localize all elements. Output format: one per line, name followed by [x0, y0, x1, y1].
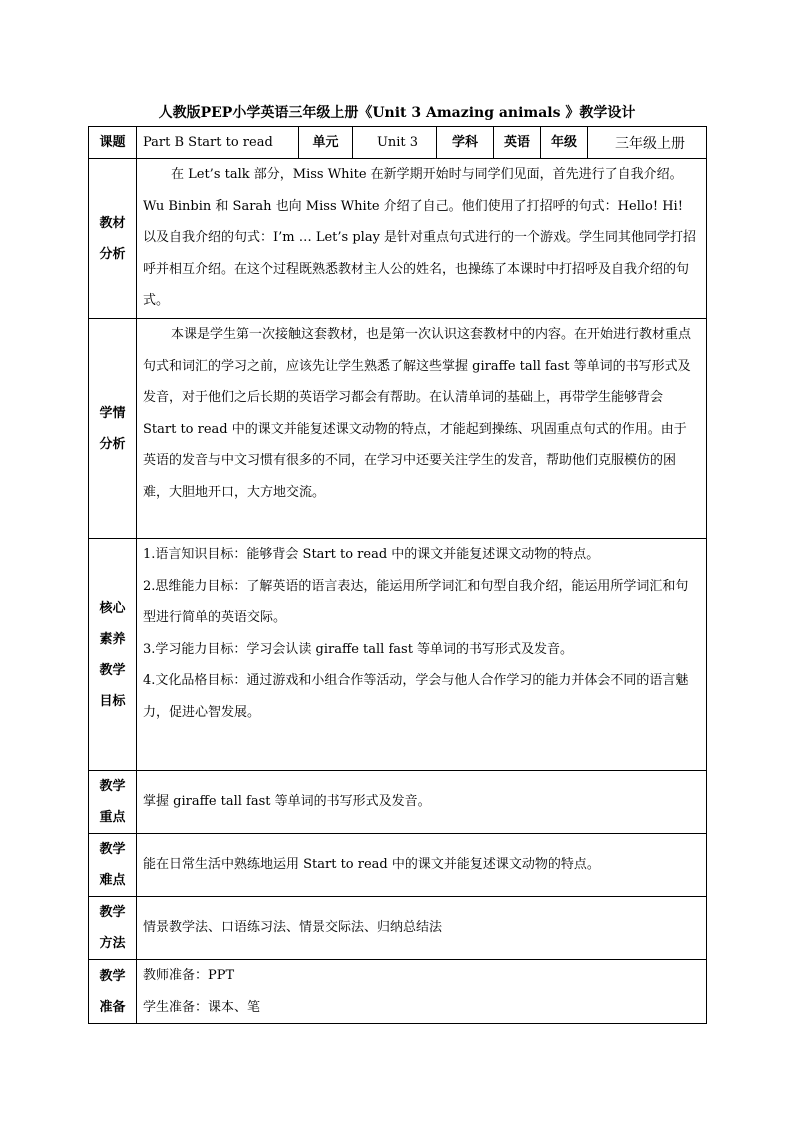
material-analysis-cell	[137, 159, 707, 319]
student-analysis-label-line1: 学情	[99, 405, 126, 421]
subject-value: 英语	[494, 127, 541, 159]
teacher-preparation: 教师准备：PPT	[143, 968, 235, 983]
unit-value: Unit 3	[353, 127, 437, 159]
methods-text: 情景教学法、口语练习法、情景交际法、归纳总结法	[137, 897, 707, 960]
core-goals-label-line3: 教学	[99, 662, 126, 678]
grade-label: 年级	[541, 127, 588, 159]
preparation-label-line2: 准备	[99, 999, 126, 1015]
methods-label-line2: 方法	[99, 936, 126, 951]
material-analysis-label-line2: 分析	[99, 246, 126, 262]
key-points-label-line1: 教学	[99, 779, 126, 794]
difficulties-text: 能在日常生活中熟练地运用 Start to read 中的课文并能复述课文动物的特点。	[137, 834, 707, 897]
preparation-row	[89, 960, 707, 1024]
core-goal-item: 3.学习能力目标：学习会认读 giraffe tall fast 等单词的书写形式及发音。	[143, 641, 574, 657]
preparation-label-line1: 教学	[99, 968, 126, 984]
student-analysis-cell	[137, 319, 707, 539]
grade-value: 三年级上册	[588, 127, 707, 159]
material-analysis-label-line1: 教材	[99, 215, 126, 231]
subject-label: 学科	[437, 127, 494, 159]
material-analysis-text: 在 Let’s talk 部分，Miss White 在新学期开始时与同学们见面，首先进行了自我介绍。Wu Binbin 和 Sarah 也向 Miss White 介绍了自己。他们使用了打招呼的句式：Hello! Hi! 以及自我介绍的句式：I’m … Let’s play 是针对重点句式进行的一个游戏。学生同其他同学打招呼并相互介绍。在这个过程既熟悉教材主人公的姓名，也操练了本课时中打招呼及自我介绍的句式。	[143, 167, 697, 308]
core-goals-cell	[137, 539, 707, 771]
topic-value: Part B Start to read	[137, 127, 299, 159]
difficulties-label-line1: 教学	[99, 842, 126, 857]
difficulties-row	[89, 834, 707, 897]
material-analysis-row	[89, 159, 707, 319]
core-goals-label-line1: 核心	[99, 600, 126, 616]
core-goal-item: 4.文化品格目标：通过游戏和小组合作等活动，学会与他人合作学习的能力并体会不同的语言魅力，促进心智发展。	[143, 673, 689, 720]
student-analysis-row	[89, 319, 707, 539]
core-goals-label-line4: 目标	[99, 693, 126, 709]
difficulties-label	[89, 834, 137, 897]
student-analysis-label	[89, 319, 137, 539]
key-points-label	[89, 771, 137, 834]
student-analysis-text: 本课是学生第一次接触这套教材，也是第一次认识这套教材中的内容。在开始进行教材重点句式和词汇的学习之前，应该先让学生熟悉了解这些掌握 giraffe tall fast 等单词的书写形式及发音，对于他们之后长期的英语学习都会有帮助。在认清单词的基础上，再带学生能够背会 Start to read 中的课文并能复述课文动物的特点，才能起到操练、巩固重点句式的作用。由于英语的发音与中文习惯有很多的不同，在学习中还要关注学生的发音，帮助他们克服模仿的困难，大胆地开口，大方地交流。	[143, 327, 692, 500]
key-points-label-line2: 重点	[99, 810, 126, 825]
header-row	[89, 127, 707, 159]
core-goals-row	[89, 539, 707, 771]
topic-label: 课题	[89, 127, 137, 159]
core-goal-item: 2.思维能力目标：了解英语的语言表达，能运用所学词汇和句型自我介绍，能运用所学词汇和句型进行简单的英语交际。	[143, 578, 689, 625]
student-preparation: 学生准备：课本、笔	[143, 999, 261, 1015]
preparation-label	[89, 960, 137, 1024]
difficulties-label-line2: 难点	[99, 873, 126, 888]
core-goals-label	[89, 539, 137, 771]
lesson-plan-table	[88, 126, 707, 1024]
core-goal-item: 1.语言知识目标：能够背会 Start to read 中的课文并能复述课文动物的特点。	[143, 547, 600, 562]
preparation-cell	[137, 960, 707, 1024]
key-points-text: 掌握 giraffe tall fast 等单词的书写形式及发音。	[137, 771, 707, 834]
methods-label-line1: 教学	[99, 905, 126, 920]
student-analysis-label-line2: 分析	[99, 436, 126, 452]
key-points-row	[89, 771, 707, 834]
unit-label: 单元	[299, 127, 353, 159]
methods-label	[89, 897, 137, 960]
material-analysis-label	[89, 159, 137, 319]
core-goals-label-line2: 素养	[99, 631, 126, 647]
document-title: 人教版PEP小学英语三年级上册《Unit 3 Amazing animals 》教学设计	[158, 105, 636, 121]
methods-row	[89, 897, 707, 960]
